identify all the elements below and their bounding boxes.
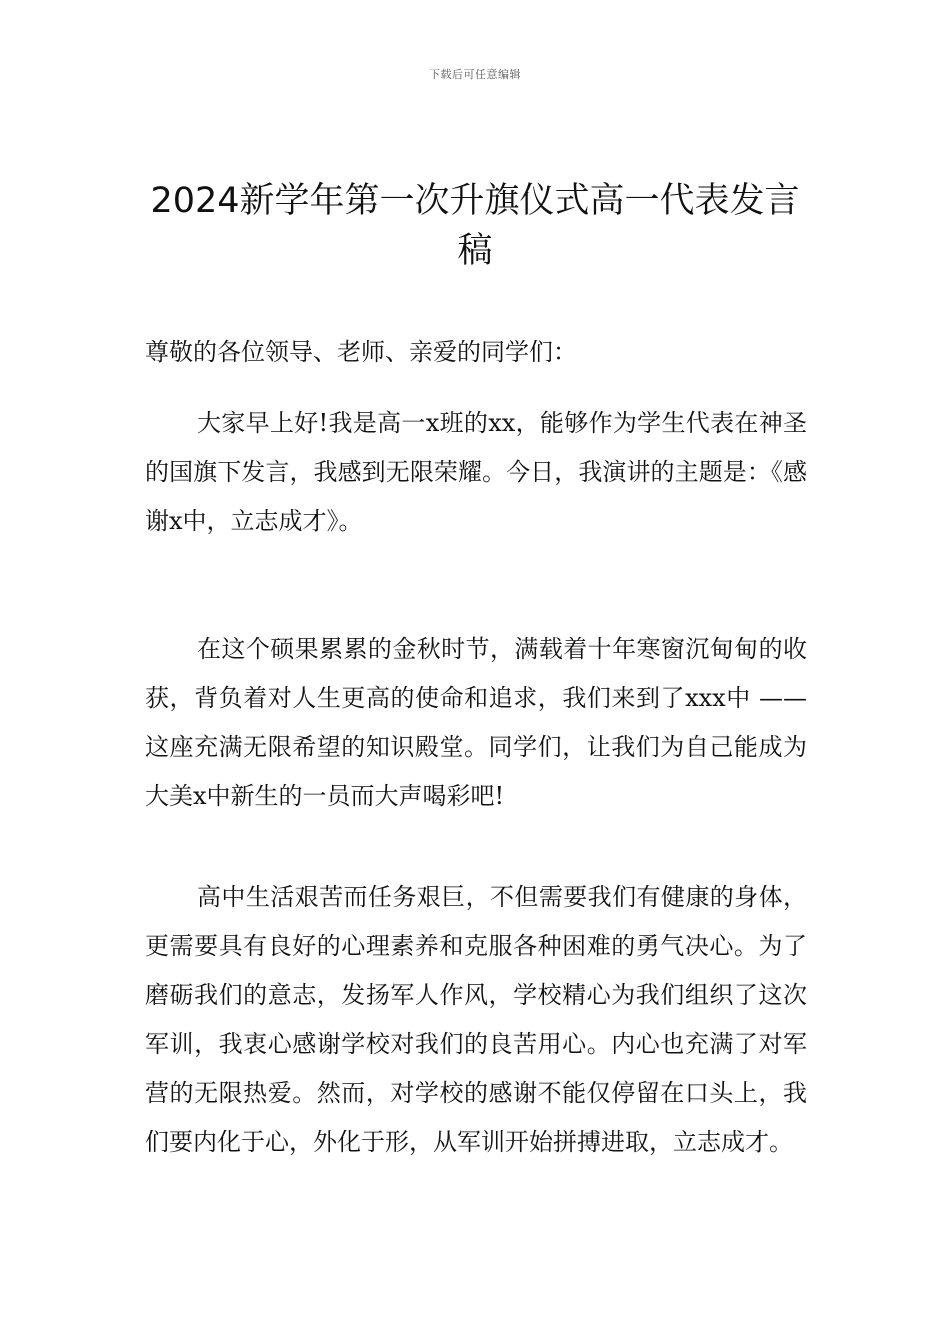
salutation: 尊敬的各位领导、老师、亲爱的同学们： — [145, 338, 577, 366]
paragraph-1: 大家早上好!我是高一x班的xx，能够作为学生代表在神圣的国旗下发言，我感到无限荣耀。今日，我演讲的主题是：《感谢x中，立志成才》。 — [145, 409, 807, 535]
paragraph-3: 高中生活艰苦而任务艰巨，不但需要我们有健康的身体，更需要具有良好的心理素养和克服各种困难的勇气决心。为了磨砺我们的意志，发扬军人作风，学校精心为我们组织了这次军训，我衷心感谢学校对我们的良苦用心。内心也充满了对军营的无限热爱。然而，对学校的感谢不能仅停留在口头上，我们要内化于心，外化于形，从军训开始拼搏进取，立志成才。 — [145, 883, 807, 1156]
document-title: 2024新学年第一次升旗仪式高一代表发言稿 — [150, 181, 800, 271]
paragraph-2: 在这个硕果累累的金秋时节，满载着十年寒窗沉甸甸的收获，背负着对人生更高的使命和追求，我们来到了xxx中 ——这座充满无限希望的知识殿堂。同学们，让我们为自己能成为大美x中新生的一员而大声喝彩吧! — [145, 635, 807, 810]
header-note: 下载后可任意编辑 — [429, 68, 521, 81]
